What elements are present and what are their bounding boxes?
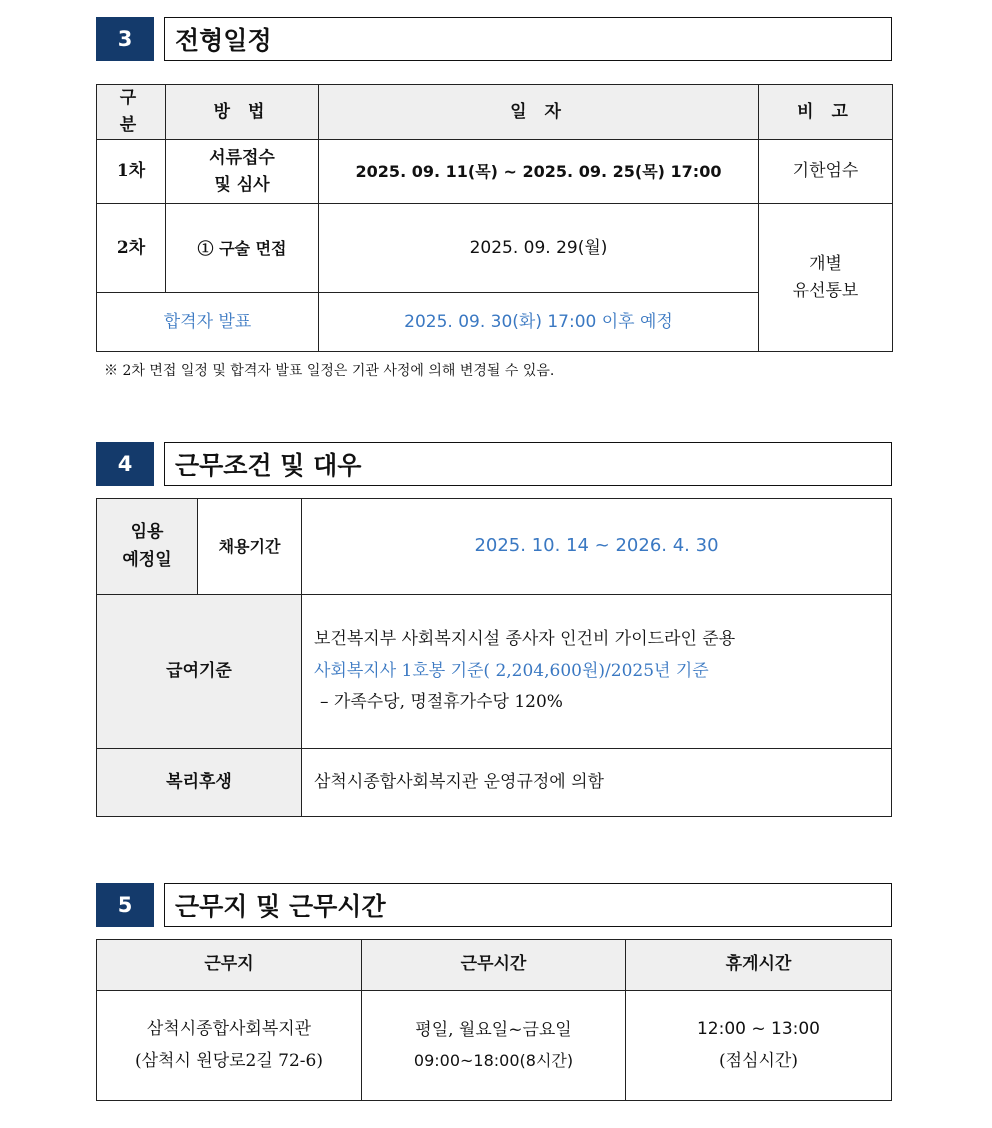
hours-line1: 평일, 월요일~금요일: [415, 1019, 572, 1040]
break-line2: (점심시간): [719, 1050, 798, 1071]
note-2-line2: 유선통보: [792, 280, 859, 301]
workplace-line2: (삼척시 원당로2길 72-6): [134, 1050, 324, 1071]
header-hours: 근무시간: [362, 940, 626, 991]
method-1-line1: 서류접수: [209, 147, 275, 168]
salary-line3: – 가족수당, 명절휴가수당 120%: [320, 692, 563, 713]
header-method: 방 법: [166, 85, 319, 140]
section-5-header: [96, 883, 892, 927]
welfare-label: 복리후생: [97, 749, 302, 817]
date-1: 2025. 09. 11(목) ~ 2025. 09. 25(목) 17:00: [319, 140, 759, 204]
header-date: 일 자: [319, 85, 759, 140]
period-label: 채용기간: [198, 499, 302, 595]
section-title: 근무조건 및 대우: [164, 442, 892, 486]
header-workplace: 근무지: [97, 940, 362, 991]
hours-line2: 09:00~18:00(8시간): [413, 1051, 574, 1071]
conditions-table: [96, 498, 892, 817]
hours-value: [362, 991, 626, 1101]
stage-1: 1차: [97, 140, 166, 204]
schedule-footnote: ※ 2차 면접 일정 및 합격자 발표 일정은 기관 사정에 의해 변경될 수 있음.: [104, 363, 555, 379]
appointment-label-line2: 예정일: [122, 549, 172, 570]
break-value: [626, 991, 892, 1101]
stage-2: 2차: [97, 204, 166, 293]
section-title: 전형일정: [164, 17, 892, 61]
workplace-table: [96, 939, 892, 1101]
welfare-value: 삼척시종합사회복지관 운영규정에 의함: [302, 749, 892, 817]
section-number: 5: [96, 883, 154, 927]
result-date: 2025. 09. 30(화) 17:00 이후 예정: [319, 293, 759, 352]
salary-value: [302, 595, 892, 749]
header-note: 비 고: [759, 85, 893, 140]
period-value: 2025. 10. 14 ~ 2026. 4. 30: [302, 499, 892, 595]
header-stage: 구 분: [97, 85, 166, 140]
header-break: 휴게시간: [626, 940, 892, 991]
method-1-line2: 및 심사: [214, 174, 270, 195]
section-number: 3: [96, 17, 154, 61]
salary-label: 급여기준: [97, 595, 302, 749]
section-number: 4: [96, 442, 154, 486]
method-2: ① 구술 면접: [166, 204, 319, 293]
appointment-label-line1: 임용: [130, 522, 164, 543]
note-2: [759, 204, 893, 352]
note-1: 기한엄수: [759, 140, 893, 204]
note-2-line1: 개별: [809, 253, 842, 274]
date-2: 2025. 09. 29(월): [319, 204, 759, 293]
appointment-label: [97, 499, 198, 595]
salary-line2: 사회복지사 1호봉 기준( 2,204,600원)/2025년 기준: [314, 660, 709, 681]
section-title: 근무지 및 근무시간: [164, 883, 892, 927]
schedule-table: [96, 84, 893, 352]
break-line1: 12:00 ~ 13:00: [696, 1019, 821, 1040]
workplace-line1: 삼척시종합사회복지관: [146, 1019, 312, 1040]
result-label: 합격자 발표: [97, 293, 319, 352]
section-3-header: [96, 17, 892, 61]
method-1: [166, 140, 319, 204]
section-4-header: [96, 442, 892, 486]
workplace-value: [97, 991, 362, 1101]
salary-line1: 보건복지부 사회복지시설 종사자 인건비 가이드라인 준용: [314, 629, 736, 650]
